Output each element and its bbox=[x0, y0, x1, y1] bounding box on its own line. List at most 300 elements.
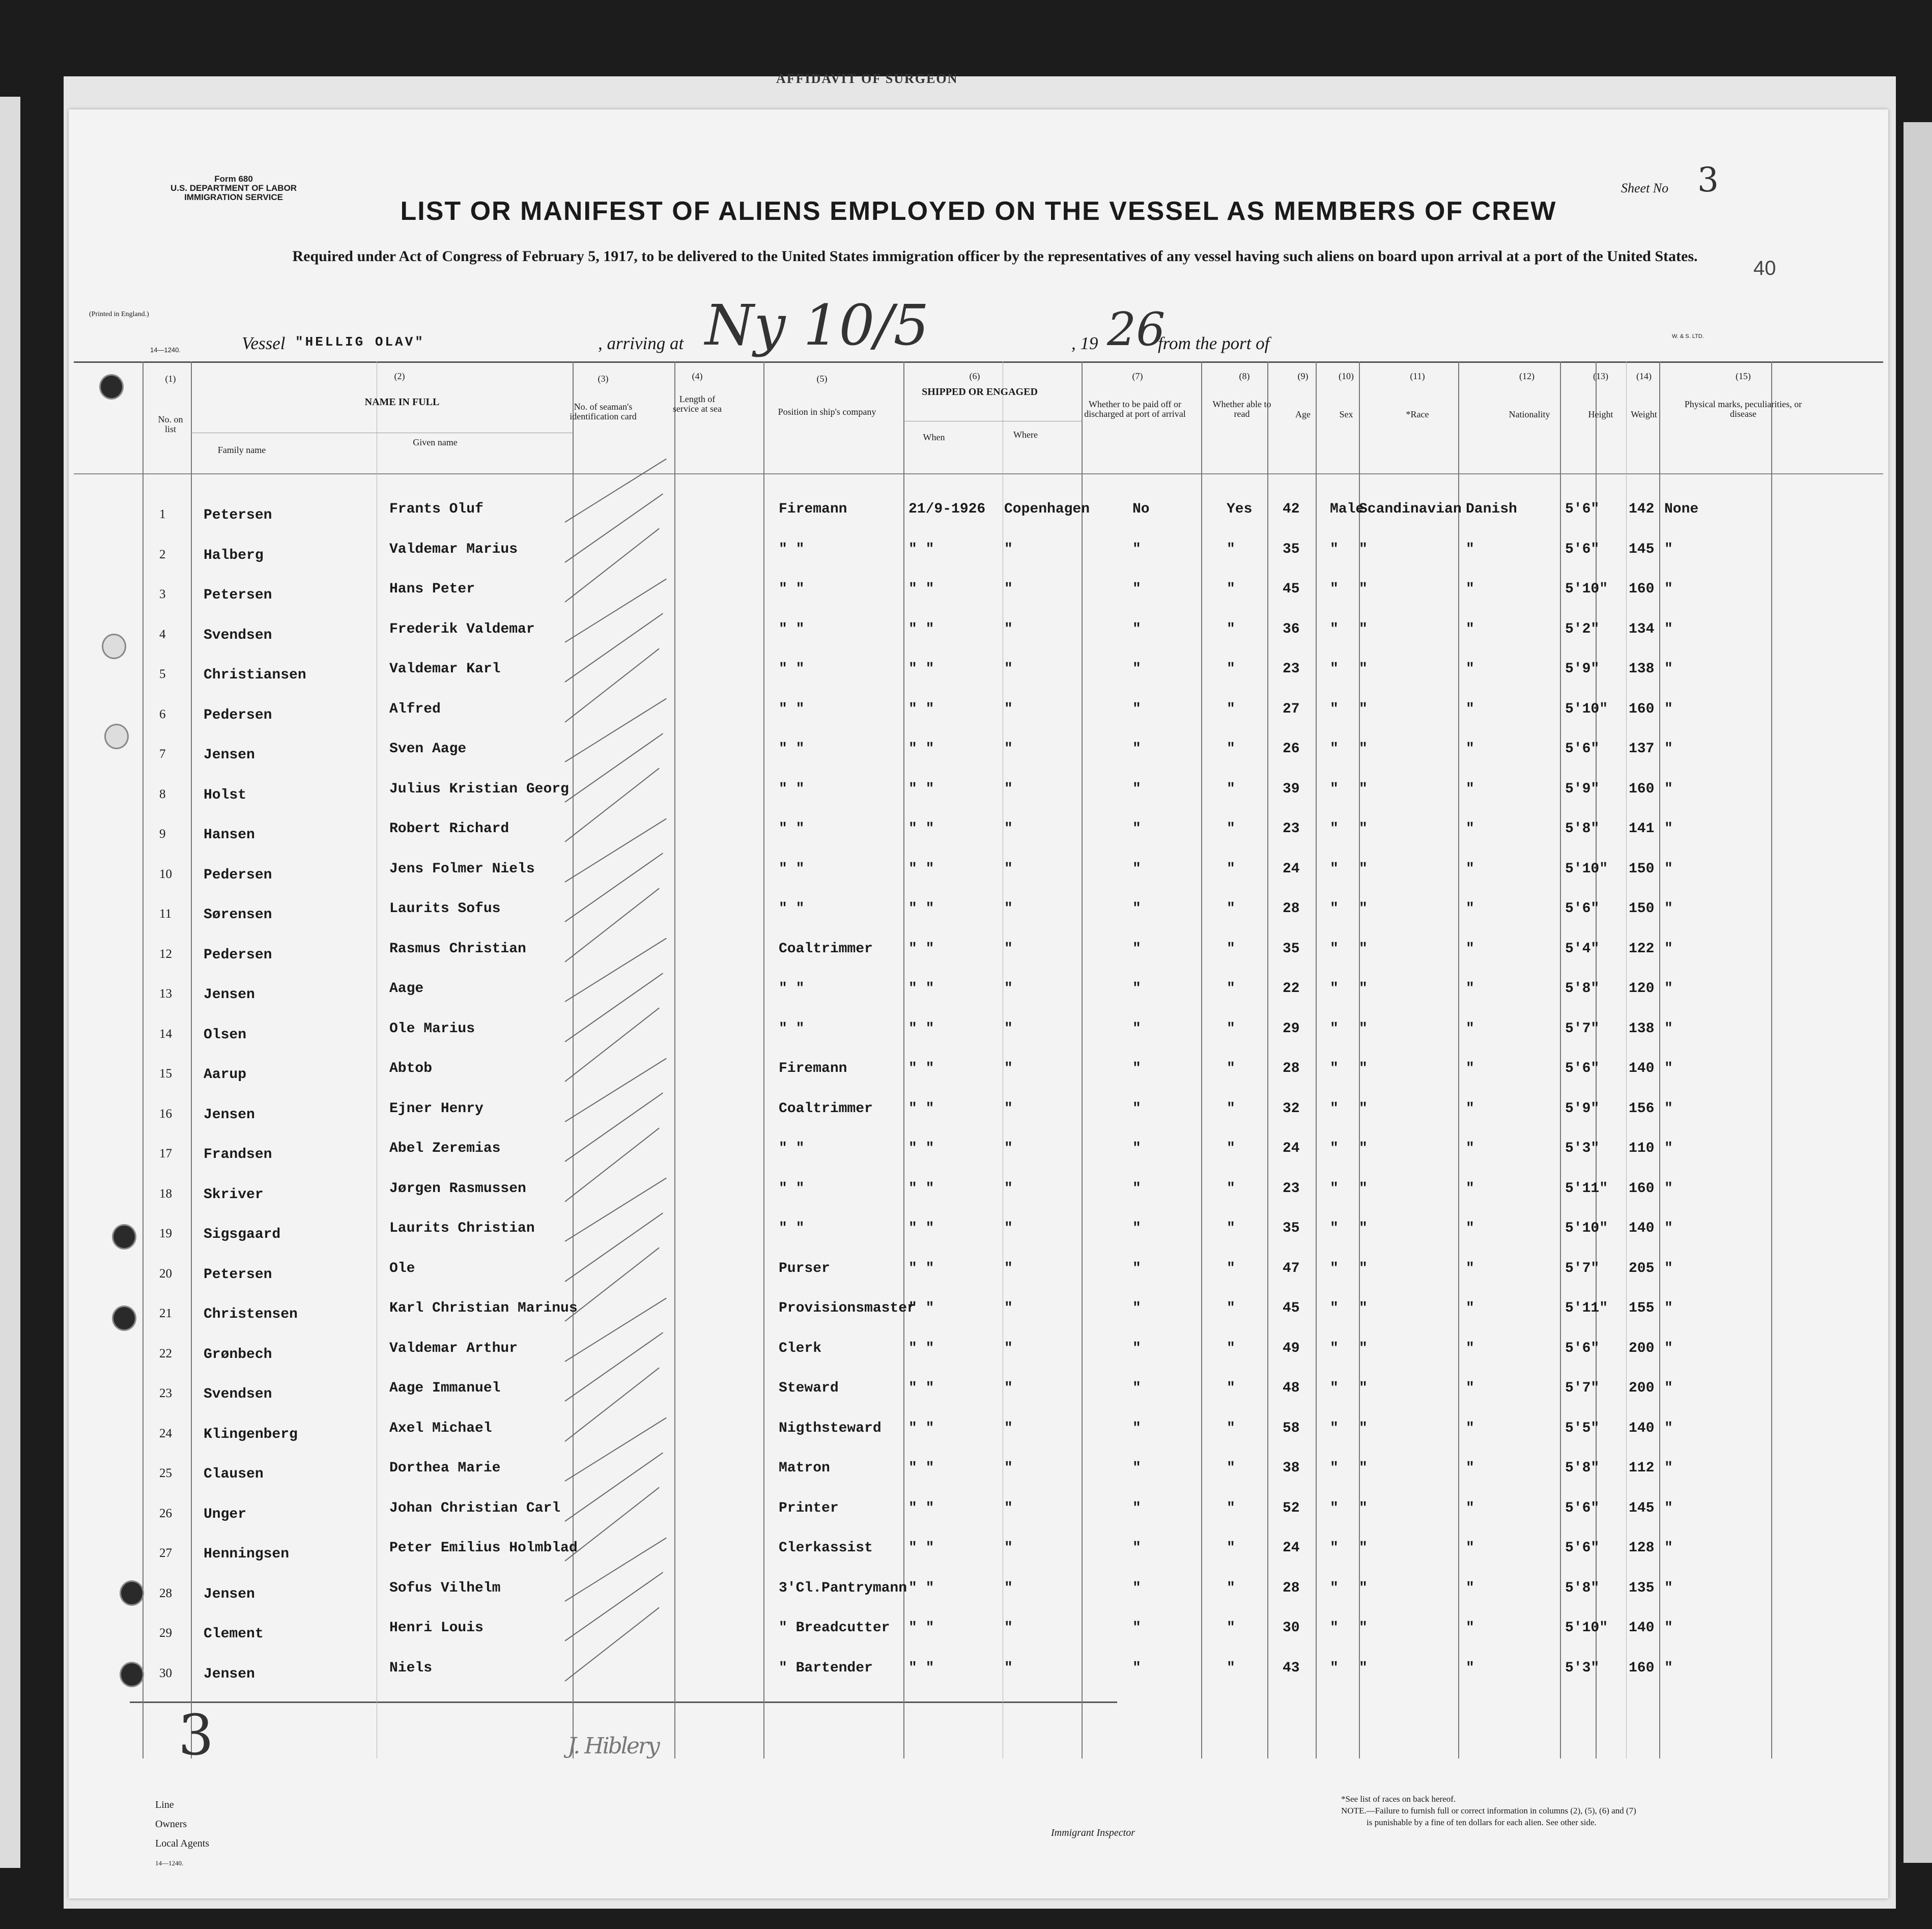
column-rule bbox=[1082, 361, 1083, 1758]
race: " bbox=[1359, 1540, 1368, 1556]
race: " bbox=[1359, 1420, 1368, 1436]
form-line-1: Form 680 bbox=[214, 174, 253, 184]
weight: 160 bbox=[1629, 1180, 1655, 1197]
position: " " bbox=[779, 981, 805, 997]
sheet-number: 3 bbox=[1697, 160, 1719, 200]
row-number: 20 bbox=[159, 1266, 172, 1281]
shipped-where: " bbox=[1004, 741, 1013, 757]
age: 26 bbox=[1283, 741, 1300, 757]
family-name: Clausen bbox=[204, 1466, 264, 1482]
family-name: Jensen bbox=[204, 747, 255, 763]
column-rule bbox=[903, 361, 904, 1758]
col8-number: (8) bbox=[1239, 371, 1250, 381]
physical-marks: " bbox=[1664, 1540, 1673, 1556]
able-to-read: " bbox=[1227, 1340, 1235, 1356]
weight: 150 bbox=[1629, 861, 1655, 877]
given-name: Frants Oluf bbox=[389, 501, 484, 517]
given-name: Ejner Henry bbox=[389, 1100, 484, 1117]
shipped-when: " " bbox=[908, 1500, 934, 1516]
age: 22 bbox=[1283, 981, 1300, 997]
age: 47 bbox=[1283, 1260, 1300, 1276]
paid-off: " bbox=[1132, 1620, 1141, 1636]
age: 48 bbox=[1283, 1380, 1300, 1396]
physical-marks: " bbox=[1664, 1020, 1673, 1037]
height: 5'6" bbox=[1565, 1340, 1600, 1356]
row-number: 22 bbox=[159, 1346, 172, 1360]
family-name: Petersen bbox=[204, 587, 272, 603]
height: 5'10" bbox=[1565, 1221, 1608, 1236]
row-number: 3 bbox=[159, 587, 166, 601]
column-rule bbox=[674, 361, 675, 1758]
sex: " bbox=[1330, 581, 1339, 597]
paid-off: " bbox=[1132, 1500, 1141, 1516]
physical-marks: None bbox=[1664, 501, 1699, 517]
age: 45 bbox=[1283, 581, 1300, 597]
able-to-read: " bbox=[1227, 1580, 1235, 1596]
check-mark bbox=[564, 1092, 663, 1161]
row-number: 6 bbox=[159, 707, 166, 721]
position: " " bbox=[779, 621, 805, 637]
punch-hole bbox=[104, 724, 129, 749]
position: Firemann bbox=[779, 501, 847, 517]
able-to-read: " bbox=[1227, 1100, 1235, 1117]
shipped-where: " bbox=[1004, 1141, 1013, 1156]
document-page bbox=[64, 71, 1896, 1909]
able-to-read: " bbox=[1227, 541, 1235, 557]
weight: 110 bbox=[1629, 1141, 1655, 1156]
nationality: " bbox=[1466, 1500, 1474, 1516]
age: 29 bbox=[1283, 1020, 1300, 1037]
age: 39 bbox=[1283, 781, 1300, 797]
column-rule bbox=[143, 361, 144, 1758]
paid-off: " bbox=[1132, 861, 1141, 877]
weight: 155 bbox=[1629, 1300, 1655, 1316]
given-name: Axel Michael bbox=[389, 1420, 492, 1436]
weight: 140 bbox=[1629, 1061, 1655, 1076]
given-name: Laurits Sofus bbox=[389, 901, 501, 917]
weight: 138 bbox=[1629, 1020, 1655, 1037]
physical-marks: " bbox=[1664, 1420, 1673, 1436]
family-name: Pedersen bbox=[204, 867, 272, 883]
age: 49 bbox=[1283, 1340, 1300, 1356]
family-name: Sigsgaard bbox=[204, 1227, 281, 1242]
able-to-read: " bbox=[1227, 861, 1235, 877]
able-to-read: " bbox=[1227, 701, 1235, 717]
age: 23 bbox=[1283, 821, 1300, 837]
weight: 140 bbox=[1629, 1620, 1655, 1636]
col7-number: (7) bbox=[1132, 371, 1143, 381]
family-name: Jensen bbox=[204, 1586, 255, 1602]
adjacent-page-left bbox=[0, 97, 20, 1868]
shipped-where: " bbox=[1004, 1540, 1013, 1556]
total-count-handwritten: 3 bbox=[178, 1703, 214, 1768]
row-number: 10 bbox=[159, 867, 172, 881]
shipped-where: " bbox=[1004, 1100, 1013, 1117]
page-subtitle: Required under Act of Congress of February 5, 1917, to be delivered to the United States immigration officer by the representatives of any vessel having such aliens on board upon arrival at a port of the United States. bbox=[292, 248, 1698, 265]
paid-off: " bbox=[1132, 741, 1141, 757]
shipped-when: " " bbox=[908, 581, 934, 597]
column-rule bbox=[191, 361, 192, 1758]
race: " bbox=[1359, 1460, 1368, 1476]
age: 42 bbox=[1283, 501, 1300, 517]
shipped-when: 21/9-1926 bbox=[908, 501, 986, 517]
age: 24 bbox=[1283, 1141, 1300, 1156]
shipped-when: " " bbox=[908, 1420, 934, 1436]
row-number: 14 bbox=[159, 1027, 172, 1041]
physical-marks: " bbox=[1664, 1620, 1673, 1636]
col13-header: Height bbox=[1588, 409, 1613, 419]
col14-header: Weight bbox=[1631, 409, 1657, 419]
column-rule bbox=[1626, 361, 1627, 1758]
sex: " bbox=[1330, 661, 1339, 677]
nationality: " bbox=[1466, 741, 1474, 757]
column-rule bbox=[1771, 361, 1772, 1758]
check-mark bbox=[564, 1212, 663, 1282]
family-name: Halberg bbox=[204, 547, 264, 563]
age: 28 bbox=[1283, 1061, 1300, 1076]
physical-marks: " bbox=[1664, 1500, 1673, 1516]
given-name: Karl Christian Marinus bbox=[389, 1300, 578, 1316]
shipped-where: " bbox=[1004, 1660, 1013, 1676]
col5-header: Position in ship's company bbox=[778, 407, 876, 417]
sex: " bbox=[1330, 1141, 1339, 1156]
age: 35 bbox=[1283, 1221, 1300, 1236]
sex: " bbox=[1330, 701, 1339, 717]
race: " bbox=[1359, 1300, 1368, 1316]
given-name: Rasmus Christian bbox=[389, 941, 526, 957]
physical-marks: " bbox=[1664, 781, 1673, 797]
race: " bbox=[1359, 901, 1368, 917]
sex: " bbox=[1330, 941, 1339, 957]
height: 5'6" bbox=[1565, 741, 1600, 757]
nationality: " bbox=[1466, 661, 1474, 677]
col4-header: Length of service at sea bbox=[673, 394, 722, 414]
check-mark bbox=[564, 1332, 663, 1401]
position: " " bbox=[779, 541, 805, 557]
check-mark bbox=[564, 578, 666, 642]
weight: 142 bbox=[1629, 501, 1655, 517]
shipped-where: " bbox=[1004, 1460, 1013, 1476]
shipped-where: " bbox=[1004, 981, 1013, 997]
able-to-read: " bbox=[1227, 941, 1235, 957]
col5-number: (5) bbox=[816, 374, 828, 384]
height: 5'9" bbox=[1565, 781, 1600, 797]
race: " bbox=[1359, 821, 1368, 837]
race: " bbox=[1359, 1100, 1368, 1117]
footer-note-races: *See list of races on back hereof. bbox=[1341, 1794, 1456, 1804]
paid-off: " bbox=[1132, 661, 1141, 677]
physical-marks: " bbox=[1664, 701, 1673, 717]
shipped-when: " " bbox=[908, 941, 934, 957]
given-name: Sofus Vilhelm bbox=[389, 1580, 501, 1596]
weight: 160 bbox=[1629, 781, 1655, 797]
physical-marks: " bbox=[1664, 821, 1673, 837]
shipped-where: " bbox=[1004, 541, 1013, 557]
able-to-read: " bbox=[1227, 1020, 1235, 1037]
position: Provisionsmaster bbox=[779, 1300, 916, 1316]
column-rule bbox=[1316, 361, 1317, 1758]
shipped-where: " bbox=[1004, 781, 1013, 797]
physical-marks: " bbox=[1664, 581, 1673, 597]
able-to-read: " bbox=[1227, 1061, 1235, 1076]
paid-off: " bbox=[1132, 1580, 1141, 1596]
paid-off: " bbox=[1132, 821, 1141, 837]
nationality: " bbox=[1466, 1221, 1474, 1236]
position: Clerkassist bbox=[779, 1540, 873, 1556]
footer-line-label: Line bbox=[155, 1799, 174, 1810]
age: 28 bbox=[1283, 901, 1300, 917]
physical-marks: " bbox=[1664, 661, 1673, 677]
physical-marks: " bbox=[1664, 1221, 1673, 1236]
nationality: " bbox=[1466, 1180, 1474, 1197]
race: " bbox=[1359, 1260, 1368, 1276]
given-name: Hans Peter bbox=[389, 581, 475, 597]
sex: " bbox=[1330, 741, 1339, 757]
col11-number: (11) bbox=[1410, 371, 1425, 381]
height: 5'11" bbox=[1565, 1180, 1608, 1197]
race: " bbox=[1359, 1061, 1368, 1076]
from-port-label: from the port of bbox=[1158, 333, 1270, 353]
check-mark bbox=[564, 818, 666, 882]
nationality: " bbox=[1466, 1540, 1474, 1556]
table-top-rule bbox=[74, 361, 1883, 363]
height: 5'8" bbox=[1565, 981, 1600, 997]
paid-off: " bbox=[1132, 1260, 1141, 1276]
check-mark bbox=[564, 613, 663, 682]
arrival-date-handwritten: Ny 10/5 bbox=[705, 293, 929, 358]
weight: 200 bbox=[1629, 1340, 1655, 1356]
shipped-when: " " bbox=[908, 1221, 934, 1236]
family-name: Hansen bbox=[204, 827, 255, 843]
adjacent-page-right bbox=[1903, 122, 1932, 1863]
col15-header: Physical marks, peculiarities, or disease bbox=[1684, 399, 1802, 419]
row-number: 30 bbox=[159, 1666, 172, 1680]
age: 28 bbox=[1283, 1580, 1300, 1596]
column-rule bbox=[763, 361, 764, 1758]
row-number: 16 bbox=[159, 1107, 172, 1121]
row-number: 2 bbox=[159, 547, 166, 561]
race: " bbox=[1359, 1380, 1368, 1396]
row-number: 5 bbox=[159, 667, 166, 681]
position: Nigthsteward bbox=[779, 1420, 882, 1436]
shipped-where: " bbox=[1004, 1420, 1013, 1436]
col6a-header: When bbox=[923, 432, 945, 442]
col7-header: Whether to be paid off or discharged at port of arrival bbox=[1084, 399, 1186, 419]
nationality: " bbox=[1466, 1620, 1474, 1636]
form-line-3: IMMIGRATION SERVICE bbox=[184, 192, 283, 202]
arriving-label: , arriving at bbox=[598, 333, 684, 353]
nationality: " bbox=[1466, 621, 1474, 637]
row-number: 1 bbox=[159, 507, 166, 521]
physical-marks: " bbox=[1664, 1660, 1673, 1676]
nationality: " bbox=[1466, 1020, 1474, 1037]
given-name: Valdemar Karl bbox=[389, 661, 501, 677]
position: " " bbox=[779, 1020, 805, 1037]
position: Coaltrimmer bbox=[779, 1100, 873, 1117]
weight: 138 bbox=[1629, 661, 1655, 677]
nationality: " bbox=[1466, 1061, 1474, 1076]
col2a-header: Family name bbox=[217, 445, 266, 455]
paid-off: " bbox=[1132, 621, 1141, 637]
sex: Male bbox=[1330, 501, 1365, 517]
paid-off: " bbox=[1132, 1460, 1141, 1476]
family-name: Pedersen bbox=[204, 707, 272, 723]
row-number: 4 bbox=[159, 627, 166, 641]
family-name: Olsen bbox=[204, 1027, 247, 1043]
position: " " bbox=[779, 1221, 805, 1236]
col3-number: (3) bbox=[598, 374, 609, 384]
age: 24 bbox=[1283, 1540, 1300, 1556]
nationality: " bbox=[1466, 821, 1474, 837]
form-code-left: 14—1240. bbox=[150, 346, 181, 354]
family-name: Petersen bbox=[204, 1266, 272, 1283]
row-number: 17 bbox=[159, 1147, 172, 1160]
col15-number: (15) bbox=[1736, 371, 1751, 381]
paid-off: " bbox=[1132, 1180, 1141, 1197]
able-to-read: " bbox=[1227, 621, 1235, 637]
given-name: Ole bbox=[389, 1260, 415, 1276]
weight: 112 bbox=[1629, 1460, 1655, 1476]
col14-number: (14) bbox=[1636, 371, 1652, 381]
vessel-label: Vessel bbox=[242, 333, 286, 353]
age: 23 bbox=[1283, 661, 1300, 677]
sex: " bbox=[1330, 1620, 1339, 1636]
weight: 134 bbox=[1629, 621, 1655, 637]
age: 24 bbox=[1283, 861, 1300, 877]
position: Printer bbox=[779, 1500, 839, 1516]
shipped-when: " " bbox=[908, 621, 934, 637]
shipped-when: " " bbox=[908, 1100, 934, 1117]
height: 5'7" bbox=[1565, 1020, 1600, 1037]
col8-header: Whether able to read bbox=[1212, 399, 1271, 419]
position: " " bbox=[779, 1180, 805, 1197]
row-number: 23 bbox=[159, 1386, 172, 1400]
nationality: " bbox=[1466, 1580, 1474, 1596]
row-number: 15 bbox=[159, 1067, 172, 1081]
shipped-when: " " bbox=[908, 1061, 934, 1076]
row-number: 27 bbox=[159, 1546, 172, 1560]
physical-marks: " bbox=[1664, 1460, 1673, 1476]
col4-number: (4) bbox=[692, 371, 703, 381]
age: 58 bbox=[1283, 1420, 1300, 1436]
able-to-read: " bbox=[1227, 1500, 1235, 1516]
position: " " bbox=[779, 581, 805, 597]
shipped-where: " bbox=[1004, 701, 1013, 717]
weight: 141 bbox=[1629, 821, 1655, 837]
paid-off: " bbox=[1132, 1221, 1141, 1236]
row-number: 28 bbox=[159, 1586, 172, 1600]
col9-number: (9) bbox=[1297, 371, 1309, 381]
sex: " bbox=[1330, 1580, 1339, 1596]
nationality: " bbox=[1466, 1141, 1474, 1156]
race: " bbox=[1359, 1020, 1368, 1037]
shipped-when: " " bbox=[908, 1260, 934, 1276]
punch-hole bbox=[120, 1662, 144, 1687]
position: " Breadcutter bbox=[779, 1620, 890, 1636]
sex: " bbox=[1330, 861, 1339, 877]
able-to-read: " bbox=[1227, 581, 1235, 597]
age: 30 bbox=[1283, 1620, 1300, 1636]
row-number: 8 bbox=[159, 787, 166, 801]
given-name: Henri Louis bbox=[389, 1620, 484, 1636]
nationality: " bbox=[1466, 1460, 1474, 1476]
column-rule bbox=[1659, 361, 1660, 1758]
nationality: " bbox=[1466, 1260, 1474, 1276]
nationality: " bbox=[1466, 941, 1474, 957]
nationality: " bbox=[1466, 701, 1474, 717]
year-handwritten: 26 bbox=[1107, 303, 1166, 356]
col10-number: (10) bbox=[1339, 371, 1354, 381]
height: 5'6" bbox=[1565, 1540, 1600, 1556]
page-title: LIST OR MANIFEST OF ALIENS EMPLOYED ON THE VESSEL AS MEMBERS OF CREW bbox=[400, 196, 1557, 226]
row-number: 12 bbox=[159, 947, 172, 961]
position: " " bbox=[779, 701, 805, 717]
height: 5'10" bbox=[1565, 861, 1608, 877]
height: 5'11" bbox=[1565, 1300, 1608, 1316]
shipped-when: " " bbox=[908, 821, 934, 837]
header-bottom-rule bbox=[74, 473, 1883, 474]
position: 3'Cl.Pantrymann bbox=[779, 1580, 907, 1596]
weight: 145 bbox=[1629, 1500, 1655, 1516]
family-name: Jensen bbox=[204, 1107, 255, 1123]
height: 5'7" bbox=[1565, 1380, 1600, 1396]
paid-off: " bbox=[1132, 901, 1141, 917]
race: " bbox=[1359, 861, 1368, 877]
able-to-read: " bbox=[1227, 1221, 1235, 1236]
able-to-read: " bbox=[1227, 981, 1235, 997]
given-name: Frederik Valdemar bbox=[389, 621, 535, 637]
check-mark bbox=[564, 1452, 663, 1521]
family-name: Pedersen bbox=[204, 947, 272, 963]
physical-marks: " bbox=[1664, 1141, 1673, 1156]
shipped-where: " bbox=[1004, 1061, 1013, 1076]
check-mark bbox=[564, 1178, 666, 1242]
race: " bbox=[1359, 581, 1368, 597]
age: 23 bbox=[1283, 1180, 1300, 1197]
given-name: Valdemar Marius bbox=[389, 541, 518, 557]
position: " " bbox=[779, 821, 805, 837]
given-name: Julius Kristian Georg bbox=[389, 781, 569, 797]
age: 32 bbox=[1283, 1100, 1300, 1117]
family-name: Petersen bbox=[204, 507, 272, 523]
col6b-header: Where bbox=[1013, 430, 1038, 440]
position: Firemann bbox=[779, 1061, 847, 1076]
column-rule bbox=[1560, 361, 1561, 1758]
height: 5'2" bbox=[1565, 621, 1600, 637]
weight: 120 bbox=[1629, 981, 1655, 997]
able-to-read: " bbox=[1227, 821, 1235, 837]
shipped-where: " bbox=[1004, 1620, 1013, 1636]
shipped-where: " bbox=[1004, 1221, 1013, 1236]
height: 5'10" bbox=[1565, 581, 1608, 597]
height: 5'6" bbox=[1565, 1061, 1600, 1076]
given-name: Aage bbox=[389, 981, 424, 997]
affidavit-strip: AFFIDAVIT OF SURGEON bbox=[776, 71, 958, 86]
nationality: " bbox=[1466, 1420, 1474, 1436]
sheet-label: Sheet No bbox=[1621, 181, 1669, 195]
able-to-read: " bbox=[1227, 901, 1235, 917]
physical-marks: " bbox=[1664, 1061, 1673, 1076]
weight: 205 bbox=[1629, 1260, 1655, 1276]
shipped-when: " " bbox=[908, 981, 934, 997]
check-mark bbox=[564, 1607, 659, 1681]
height: 5'10" bbox=[1565, 701, 1608, 717]
able-to-read: " bbox=[1227, 741, 1235, 757]
shipped-when: " " bbox=[908, 1180, 934, 1197]
able-to-read: " bbox=[1227, 1660, 1235, 1676]
race: " bbox=[1359, 1141, 1368, 1156]
shipped-when: " " bbox=[908, 1580, 934, 1596]
